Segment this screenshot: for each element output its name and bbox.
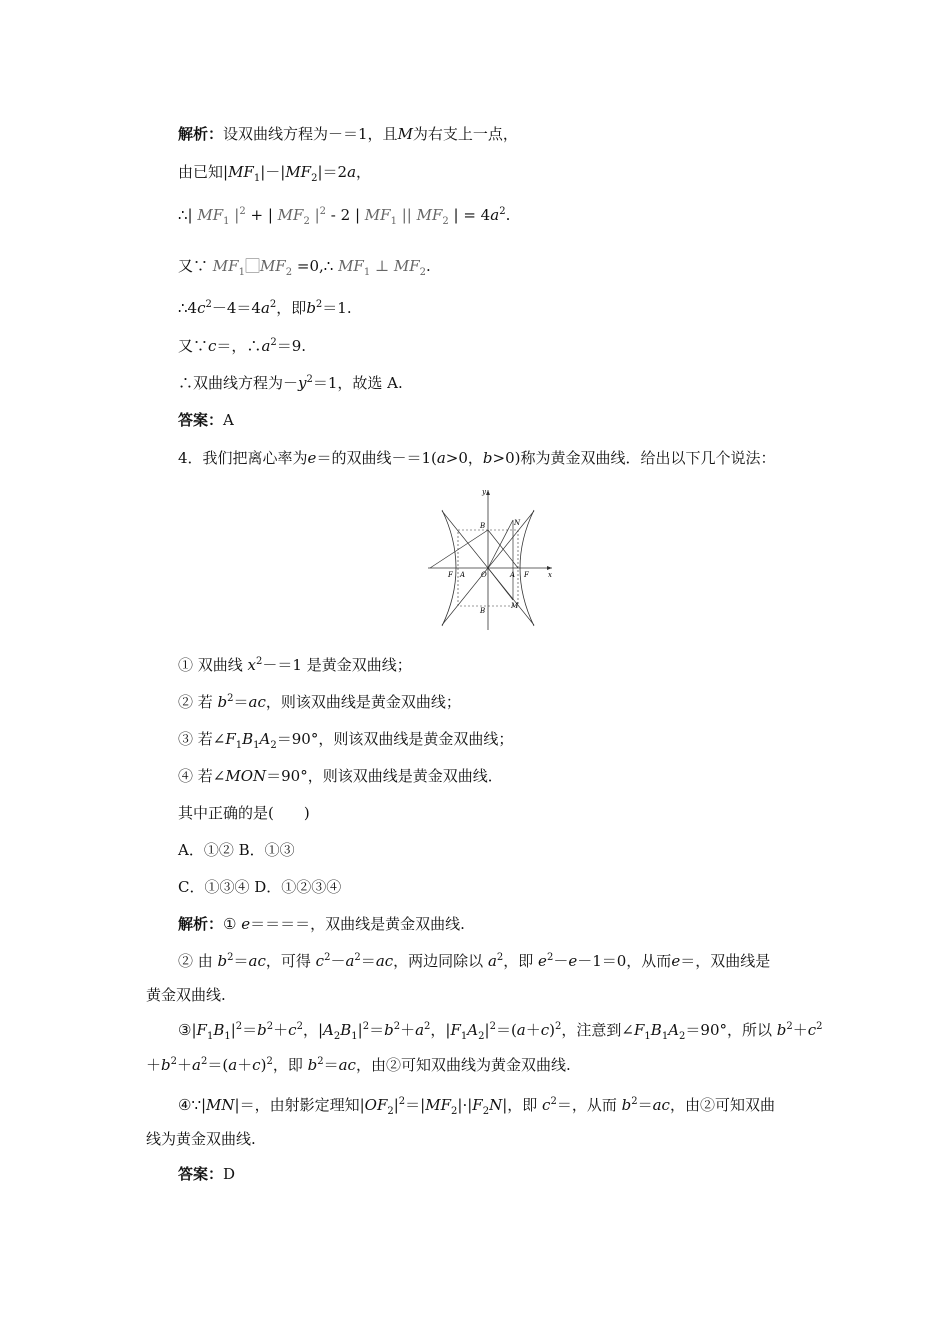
q4-statement-2: ② 若 $b^2=ac$，则该双曲线是黄金双曲线；: [178, 693, 461, 711]
y-axis-arrow: [486, 490, 490, 495]
label-A1: A: [460, 571, 466, 579]
sol3-line6: 又∵c＝，$\therefore a^2=9$.: [178, 337, 307, 355]
q4-options-ab: A．①② B．①③: [178, 841, 295, 859]
label-B2: B: [480, 607, 486, 615]
answer-value: A: [223, 411, 234, 429]
x-axis-arrow: [547, 566, 552, 570]
sol3-line7: ∴双曲线方程为$-y^2=1$，故选 A.: [178, 374, 403, 392]
q4-solution-3: $③|F_1B_1|^2=b^2+c^2$，$|A_2B_1|^2=b^2+a^2$，$|F_1A_2|^2=(a+c)^2$，注意到$\angle F_1B_1A_2=90^\circ$，所以 $b^2+c^2$: [178, 1021, 823, 1042]
q4-options-cd: C．①③④ D．①②③④: [178, 878, 342, 896]
label-x: x: [548, 571, 552, 579]
answer-value: D: [223, 1165, 236, 1183]
q4-statement-4: ④ 若∠MON＝90°，则该双曲线是黄金双曲线．: [178, 767, 503, 785]
sol3-answer: [178, 410, 234, 430]
q4-ask: 其中正确的是( ): [178, 804, 310, 822]
q4-solution-1: 解析：① e＝＝＝＝，双曲线是黄金双曲线.: [178, 915, 465, 933]
label-y: y: [482, 488, 486, 496]
line-ON: [488, 520, 513, 568]
q4-solution-3-cont: $+b^2+a^2=(a+c)^2$，即 $b^2=ac$，由②可知双曲线为黄金双曲线.: [146, 1056, 571, 1074]
sol3-line3: ∴| $MF_1$ $|^2$ + | $MF_2$ $|^2 - 2$ | $MF_1$ || $MF_2$ | = $4a^2$.: [178, 206, 511, 227]
q4-statement-3: ③ 若$\angle F_1B_1A_2=90^\circ$，则该双曲线是黄金双曲线；: [178, 730, 514, 751]
label-F2: F: [524, 571, 529, 579]
label-A2: A: [510, 571, 516, 579]
label-M: M: [511, 602, 519, 610]
sol3-line4: 又∵ $MF_1⃞MF_2$ =0,∴ $MF_1$ ⊥ $MF_2$.: [178, 257, 431, 278]
q4-solution-4: ④∵|MN|＝，由射影定理知$|OF_2|^2=|MF_2|\cdot|F_2N|$，即 $c^2=$，从而 $b^2=ac$，由②可知双曲: [178, 1096, 775, 1117]
q4-stem: 4．我们把离心率为e＝的双曲线－＝1(a>0，b>0)称为黄金双曲线．给出以下几个说法：: [178, 449, 776, 467]
q4-statement-1: ① 双曲线 $x^2-=1$ 是黄金双曲线；: [178, 656, 412, 674]
label-O: O: [481, 571, 487, 579]
line-F1B1: [430, 530, 488, 568]
solution-label: 解析：: [178, 915, 224, 933]
label-B1: B: [480, 522, 486, 530]
hyperbola-figure: [420, 482, 560, 632]
q4-solution-2: ② 由 $b^2=ac$，可得 $c^2-a^2=ac$，两边同除以 $a^2$，即 $e^2-e-1=0$，从而e＝，双曲线是: [178, 952, 771, 970]
q4-solution-4-cont: 线为黄金双曲线.: [146, 1130, 256, 1148]
label-N: N: [514, 519, 521, 527]
answer-label: 答案：: [178, 411, 224, 429]
sol3-line1: 解析：设双曲线方程为－＝1，且M为右支上一点，: [178, 125, 518, 143]
answer-label: 答案：: [178, 1165, 224, 1183]
q4-solution-2-cont: 黄金双曲线.: [146, 986, 226, 1004]
sol3-line2: 由已知$|MF_1|-|MF_2|=2a$，: [178, 163, 372, 184]
sol3-line5: $\therefore 4c^2-4=4a^2$，即$b^2=1$.: [178, 299, 352, 317]
solution-label: 解析：: [178, 125, 224, 143]
q4-answer: [178, 1164, 235, 1184]
label-F1: F: [448, 571, 453, 579]
